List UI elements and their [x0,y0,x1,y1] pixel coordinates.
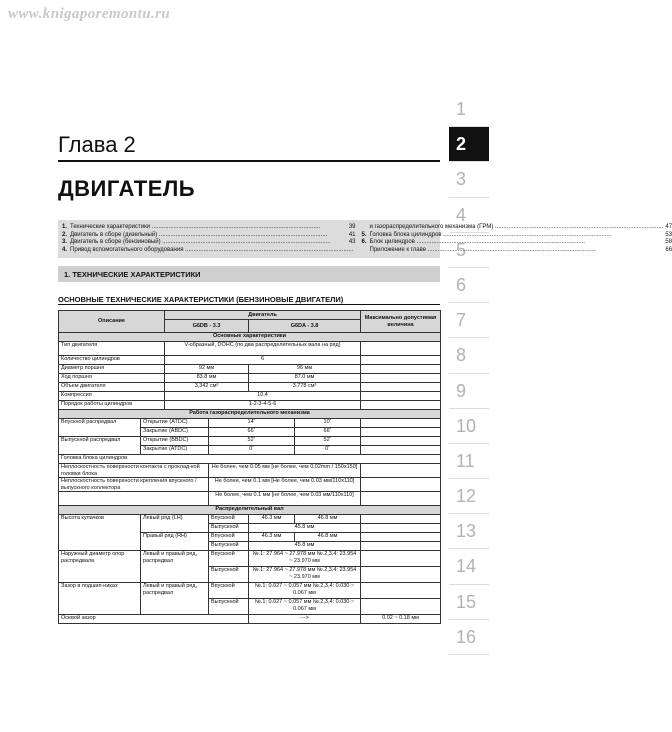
cell: 14˚ [209,419,295,428]
cell [361,567,441,583]
row-label: Компрессия [59,392,165,401]
chapter-tab-6[interactable]: 6 [449,268,489,303]
cell [361,356,441,365]
chapter-tab-15[interactable]: 15 [449,585,489,620]
cell [361,542,441,551]
cell: №.1: 0.027 ~ 0.057 мм №.2,3,4: 0.030 ~ 0.067 мм [249,583,361,599]
header-max: Максимально допустимая величина [361,311,441,333]
toc-item[interactable] [362,224,672,232]
cell [361,492,441,506]
toc-page: 66 [665,246,672,253]
cell [361,583,441,599]
toc-label: Блок цилиндров ..... [370,239,664,247]
chapter-tab-11[interactable]: 11 [449,444,489,479]
toc-page: 39 [348,224,356,230]
cell: 46.8 мм [295,533,361,542]
cell: 96 мм [249,365,361,374]
toc-number: 1. [62,224,68,230]
sub-label: Выпускной [209,567,249,583]
cell [361,533,441,542]
cell: 0˚ [209,446,295,455]
cell: №.1: 27.964 ~ 27.978 мм №.2,3,4: 23.954 ~ 23.970 мм [249,567,361,583]
toc-label: Приложение к главе ..... [370,247,664,255]
chapter-tab-3[interactable]: 3 [449,162,489,197]
section-row: Работа газораспределительного механизма [59,410,441,419]
section-row: Распределительный вал [59,506,441,515]
toc-item[interactable] [62,232,356,240]
divider [58,160,440,162]
chapter-tab-4[interactable]: 4 [449,198,489,233]
toc-item[interactable] [62,239,356,247]
cell [361,342,441,356]
cell [361,428,441,437]
cell [361,374,441,383]
cell: Не более, чем 0.05 мм [не более, чем 0.02mm / 150x150] [209,464,361,478]
cell: 46.3 мм [249,533,295,542]
chapter-tab-12[interactable]: 12 [449,479,489,514]
sub-label: Правый ряд (RH) [141,533,209,551]
cell [361,478,441,492]
row-label: Объем двигателя [59,383,165,392]
toc-item[interactable] [62,224,356,232]
toc-left-column [62,224,356,254]
sub-label: Открытие (BBDC) [141,437,209,446]
sub-label: Закрытие (ABDC) [141,428,209,437]
chapter-label: Глава 2 [58,132,136,157]
cell [361,515,441,524]
chapter-tab-9[interactable]: 9 [449,374,489,409]
chapter-tab-8[interactable]: 8 [449,338,489,373]
row-label [59,492,209,506]
header-engines: Двигатель [165,311,361,320]
cell: 45.8 мм [249,524,361,533]
toc-item[interactable] [362,232,672,240]
cell: 1-2-3-4-5-6 [165,401,361,410]
cell [361,437,441,446]
section-heading: 1. ТЕХНИЧЕСКИЕ ХАРАКТЕРИСТИКИ [58,266,440,282]
row-label: Высота кулачков [59,515,141,551]
row-label: Диаметр поршня [59,365,165,374]
cell: №.1: 27.964 ~ 27.978 мм №.2,3,4: 23.954 ~ 23.970 мм [249,551,361,567]
sub-label: Закрытие (ATDC) [141,446,209,455]
toc-label: Головка блока цилиндров ..... [370,232,664,240]
chapter-tab-14[interactable]: 14 [449,549,489,584]
cell: Не более, чем 0.1 мм [не более, чем 0.03 мм/110x110] [209,492,361,506]
cell [361,392,441,401]
cell: Не более, чем 0.1 мм [Не более, чем 0.03 мм/110x110] [209,478,361,492]
cell: 92 мм [165,365,249,374]
cell: 87.0 мм [249,374,361,383]
sub-label: Открытие (ATDC) [141,419,209,428]
cell: 45.8 мм [249,542,361,551]
chapter-tabs [449,92,489,655]
chapter-tab-16[interactable]: 16 [449,620,489,655]
subsection-title: ОСНОВНЫЕ ТЕХНИЧЕСКИЕ ХАРАКТЕРИСТИКИ (БЕНЗИНОВЫЕ ДВИГАТЕЛИ) [58,295,344,304]
cell: 52˚ [209,437,295,446]
cell: 46.3 мм [249,515,295,524]
divider [58,304,440,305]
toc-label: Двигатель в сборе (дизельный) ..... [70,232,347,240]
cell: 10.4 [165,392,361,401]
toc-label: Привод вспомогательного оборудования ..... [70,247,354,255]
row-label: Тип двигателя [59,342,165,356]
toc-page [354,247,356,255]
row-label: Ход поршня [59,374,165,383]
cell: 0˚ [295,446,361,455]
sub-label: Левый и правый ряд, распредвал [141,583,209,615]
row-label: Неплоскостность поверхности контакта с проклад-кой головки блока [59,464,209,478]
cell [361,599,441,615]
sub-label: Впускной [209,583,249,599]
toc-number: 4. [62,246,68,253]
cell: 0.02 ~ 0.18 мм [361,615,441,624]
page-title: ДВИГАТЕЛЬ [58,176,196,201]
cell: V-образный, DOHC (по два распределительных вала на ряд) [165,342,361,356]
chapter-tab-2[interactable]: 2 [449,127,489,162]
header-description: Описание [59,311,165,333]
row-label: Неплоскостность поверхности крепления впускного / выпускного коллектора [59,478,209,492]
toc-number [362,224,370,232]
section-row: Основные характеристики [59,333,441,342]
cell: 6 [165,356,361,365]
cell [361,464,441,478]
toc-label: Технические характеристики ..... [70,224,347,232]
row-label: Головка блока цилиндров [59,455,441,464]
chapter-tab-5[interactable]: 5 [449,233,489,268]
row-label: Порядок работы цилиндров [59,401,165,410]
toc-number: 6. [361,239,367,245]
cell [361,401,441,410]
cell: 66˚ [209,428,295,437]
row-label: Наружный диаметр опор распредвала [59,551,141,583]
sub-label: Выпускной [209,542,249,551]
spec-table [58,310,441,624]
sub-label: Впускной [209,533,249,542]
cell: 46.8 мм [295,515,361,524]
watermark: www.knigaporemontu.ru [8,6,171,22]
cell [361,524,441,533]
toc-number: 3. [62,239,68,245]
cell: №.1: 0.027 ~ 0.057 мм №.2,3,4: 0.030 ~ 0.067 мм [249,599,361,615]
cell: 83.8 мм [165,374,249,383]
sub-label: Левый ряд (LH) [141,515,209,533]
row-label: Количество цилиндров [59,356,165,365]
row-label: Осевой зазор [59,615,249,624]
cell: 10˚ [295,419,361,428]
toc-item[interactable] [62,247,356,255]
cell [361,551,441,567]
row-label: Выпускной распредвал [59,437,141,455]
sub-label: Левый и правый ряд, распредвал [141,551,209,583]
cell: 66˚ [295,428,361,437]
row-label: Зазор в подшип-никах [59,583,141,615]
cell [361,419,441,428]
sub-label: Впускной [209,551,249,567]
sub-label: Выпускной [209,599,249,615]
cell [361,446,441,455]
cell: 3,342 см³ [165,383,249,392]
cell [361,365,441,374]
chapter-tab-7[interactable]: 7 [449,303,489,338]
cell: ---> [249,615,361,624]
table-of-contents [58,220,672,258]
header-engine-1: G6DB - 3.3 [165,320,249,333]
cell: 52˚ [295,437,361,446]
toc-page: 43 [348,239,356,245]
sub-label: Выпускной [209,524,249,533]
toc-item[interactable] [362,247,672,255]
sub-label: Впускной [209,515,249,524]
toc-page: 47 [665,224,672,230]
toc-right-column [362,224,672,254]
header-engine-2: G6DA - 3.8 [249,320,361,333]
row-label: Впускной распредвал [59,419,141,437]
cell [361,383,441,392]
toc-label: и газораспределительного механизма (ГРМ) ..... [370,224,664,232]
chapter-tab-13[interactable]: 13 [449,514,489,549]
toc-item[interactable] [362,239,672,247]
toc-number: 5. [361,231,367,238]
toc-page: 41 [348,231,356,238]
chapter-tab-1[interactable]: 1 [449,92,489,127]
toc-number: 2. [62,231,68,238]
toc-label: Двигатель в сборе (бензиновый) ..... [70,239,347,247]
chapter-tab-10[interactable]: 10 [449,409,489,444]
cell: 3.778 см³ [249,383,361,392]
toc-page: 53 [665,231,672,238]
toc-page: 58 [665,239,672,245]
toc-number [362,247,370,255]
